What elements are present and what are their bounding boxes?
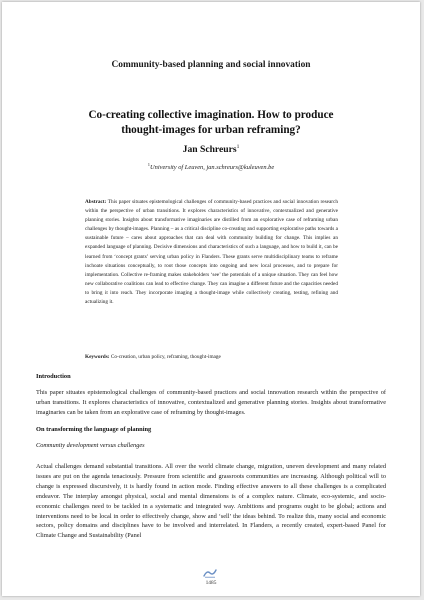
affiliation: [2, 162, 420, 171]
abstract-text: This paper situates epistemological challenges of community-based practices and social innovation research within the perspective of urban transitions. It explores characteristics of innovative, contextualized and generative planning stories. Insights about transformative imaginaries are distilled from an explorative case of reframing urban challenges by thought-images. Planning – as a critical discipline co-creating and supporting explorative paths towards a sustainable future – cares about approaches that can deal with community building for change. This implies an expanded language of planning. Decisive dimensions and characteristics of such a language, and how to build it, can be learned from ‘concept grants’ serving urban policy in Flanders. These grants serve multidisciplinary teams to reframe inchoate situations conceptually, to root those concepts into ongoing and new local processes, and to prepare for implementation. Collective re-framing makes stakeholders ‘see’ the potentials of a unique situation. They can feel how new collaborative coalitions can lead to effective change. They can imagine a different future and the capacities needed to bring it into reach. They incorporate imaging a thought-image while collectively creating, testing, refining and actualizing it.: [85, 199, 338, 306]
keywords-label: Keywords:: [85, 354, 110, 360]
paper-page: [2, 2, 420, 596]
section-body-text: Actual challenges demand substantial transitions. All over the world climate change, migration, uneven development and many related issues are put on the agenda tenaciously. Pressure from scientific and grassroots communities are increasing. Although political will to change is expressed discursively, it is hardly found in action mode. Finding effective answers to all these challenges is a complicated endeavor. The interplay amongst physical, social and mental dimensions is of a complex nature. Climate, eco-systemic, and socio-economic challenges need to be tackled in a systematic and integrated way. Ambitions and programs ought to be global; actions and interventions need to be local in order to effectively change, show and ‘sell’ the ideas behind. To realize this, many social and economic sectors, policy domains and disciplines have to be involved and interrelated. In Flanders, a recently created, expert-based Panel for Climate Change and Sustainability (Panel: [36, 463, 386, 540]
subsection-heading: Community development versus challenges: [36, 442, 145, 449]
author-superscript: 1: [236, 144, 240, 150]
keywords-text: Co-creation, urban policy, reframing, thought-image: [109, 354, 221, 360]
affiliation-text: University of Leuven, jan.schreurs@kuleuven.be: [150, 164, 275, 172]
abstract-label: Abstract:: [85, 199, 107, 205]
title-line-1: Co-creating collective imagination. How to produce: [88, 109, 334, 121]
introduction-heading: Introduction: [36, 373, 71, 380]
author-name: Jan Schreurs: [182, 144, 237, 156]
page-number: 1485: [205, 580, 217, 586]
section-heading-language: On transforming the language of planning: [36, 426, 152, 433]
title-line-2: thought-images for urban reframing?: [121, 124, 301, 136]
author: [2, 144, 420, 155]
affiliation-superscript: 1: [147, 162, 151, 167]
paper-title: [52, 108, 370, 138]
running-header: Community-based planning and social innovation: [111, 60, 311, 70]
keywords: [85, 354, 338, 360]
abstract: [85, 198, 338, 307]
aesop-logo-icon: [203, 568, 217, 578]
introduction-text: This paper situates epistemological challenges of community-based practices and social innovation research within the perspective of urban transitions. It explores characteristics of innovative, contextualized and generative planning stories. Insights about transformative imaginaries can be taken from an explorative case of reframing by thought-images.: [36, 389, 386, 416]
